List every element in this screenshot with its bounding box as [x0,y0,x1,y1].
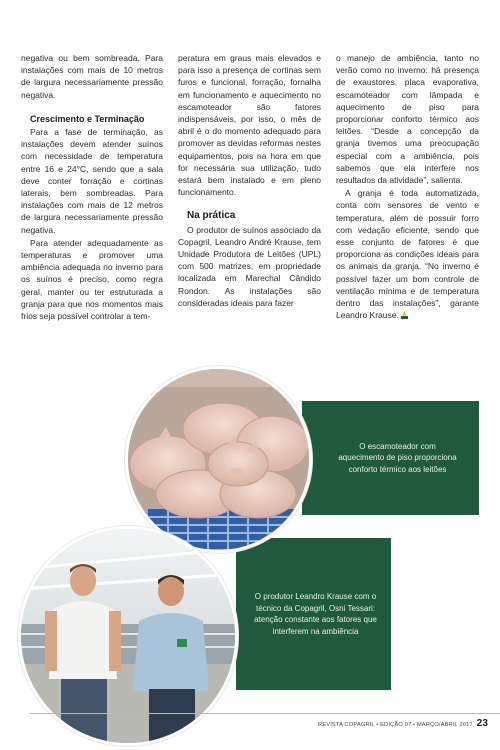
paragraph-text: A granja é toda automatizada, conta com sensores de vento e temperatura, além de possuir forro com vedação eficiente, sendo que esse conjunto de fatores é que proporciona as condições ideais para os animais da granja. “No inverno é possível fazer um bom controle de ventilação mínima e de temperatura dentro das instalações”, garante Leandro Krause. [336,188,479,321]
paragraph: negativa ou bem sombreada. Para instalações com mais de 10 metros de largura necessariamente pressão negativa. [21,53,163,100]
paragraph [336,187,479,321]
caption-box-piglets [302,401,479,515]
text-column-2 [178,52,321,310]
caption-box-people [236,538,391,690]
paragraph: o manejo de ambiência, tanto no verão como no inverno: há presença de exaustores, placa evaporativa, escamoteador com lâmpada e aquecimento de piso para proporcionar conforto térmico aos leitões. “Desde a concepção da granja tivemos uma preocupação especial com a ambiência, pois sabemos que ela interfere nos resultados da atividade”, salienta. [336,53,479,186]
paragraph: Para a fase de terminação, as instalações devem atender suínos com necessidade de temperatura entre 16 e 24°C, sendo que a sala deve conter forração e cortinas laterais, bem sombreadas. Para instalações com mais de 12 metros de largura necessariamente pressão negativa. [21,127,163,235]
paragraph: O produtor de suínos associado da Copagril, Leandro André Krause, tem Unidade Produtora de Leitões (UPL) com 500 matrizes, em propriedade localizada em Marechal Cândido Rondon. As instalações são consideradas ideais para fazer [178,224,321,308]
caption-piglets: O escamoteador com aquecimento de piso proporciona conforto térmico aos leitões [338,441,457,474]
section-heading-crescimento: Crescimento e Terminação [30,113,145,124]
section-heading-na-pratica: Na prática [187,210,236,222]
caption-people: O produtor Leandro Krause com o técnico da Copagril, Osni Tessari: atenção constante aos fatores que interferem na ambiência [254,592,377,636]
paragraph: peratura em graus mais elevados e para isso a presença de cortinas sem furos e funcional, forração, fornalha em funcionamento e aquecimento no escamoteador são fatores indispensáveis, por isso, o mês de abril é o do momento adequado para promover as devidas reformas nestes equipamentos, pois na hora em que for necessária sua utilização, tudo estará bem instalado e em pleno funcionamento. [178,53,321,198]
piglets-illustration [128,369,309,550]
page-number: 23 [476,718,488,729]
piglets-photo [125,366,312,553]
footer-publication [318,718,488,729]
footer-publication-text: REVISTA COPAGRIL • EDIÇÃO 97 • MARÇO/ABRIL 2017 [317,722,473,728]
text-column-3 [336,52,479,322]
farmers-illustration [21,529,235,743]
footer-rule [30,713,500,714]
copagril-end-mark-icon [401,311,408,319]
paragraph: Para atender adequadamente as temperaturas e promover uma ambiência adequada no inverno para os suínos é preciso, como regra geral, manter ou ter estruturada a granja para que nos momentos mais frios seja possível controlar a tem- [21,237,163,322]
page-footer [0,713,500,733]
text-column-1 [21,52,163,323]
